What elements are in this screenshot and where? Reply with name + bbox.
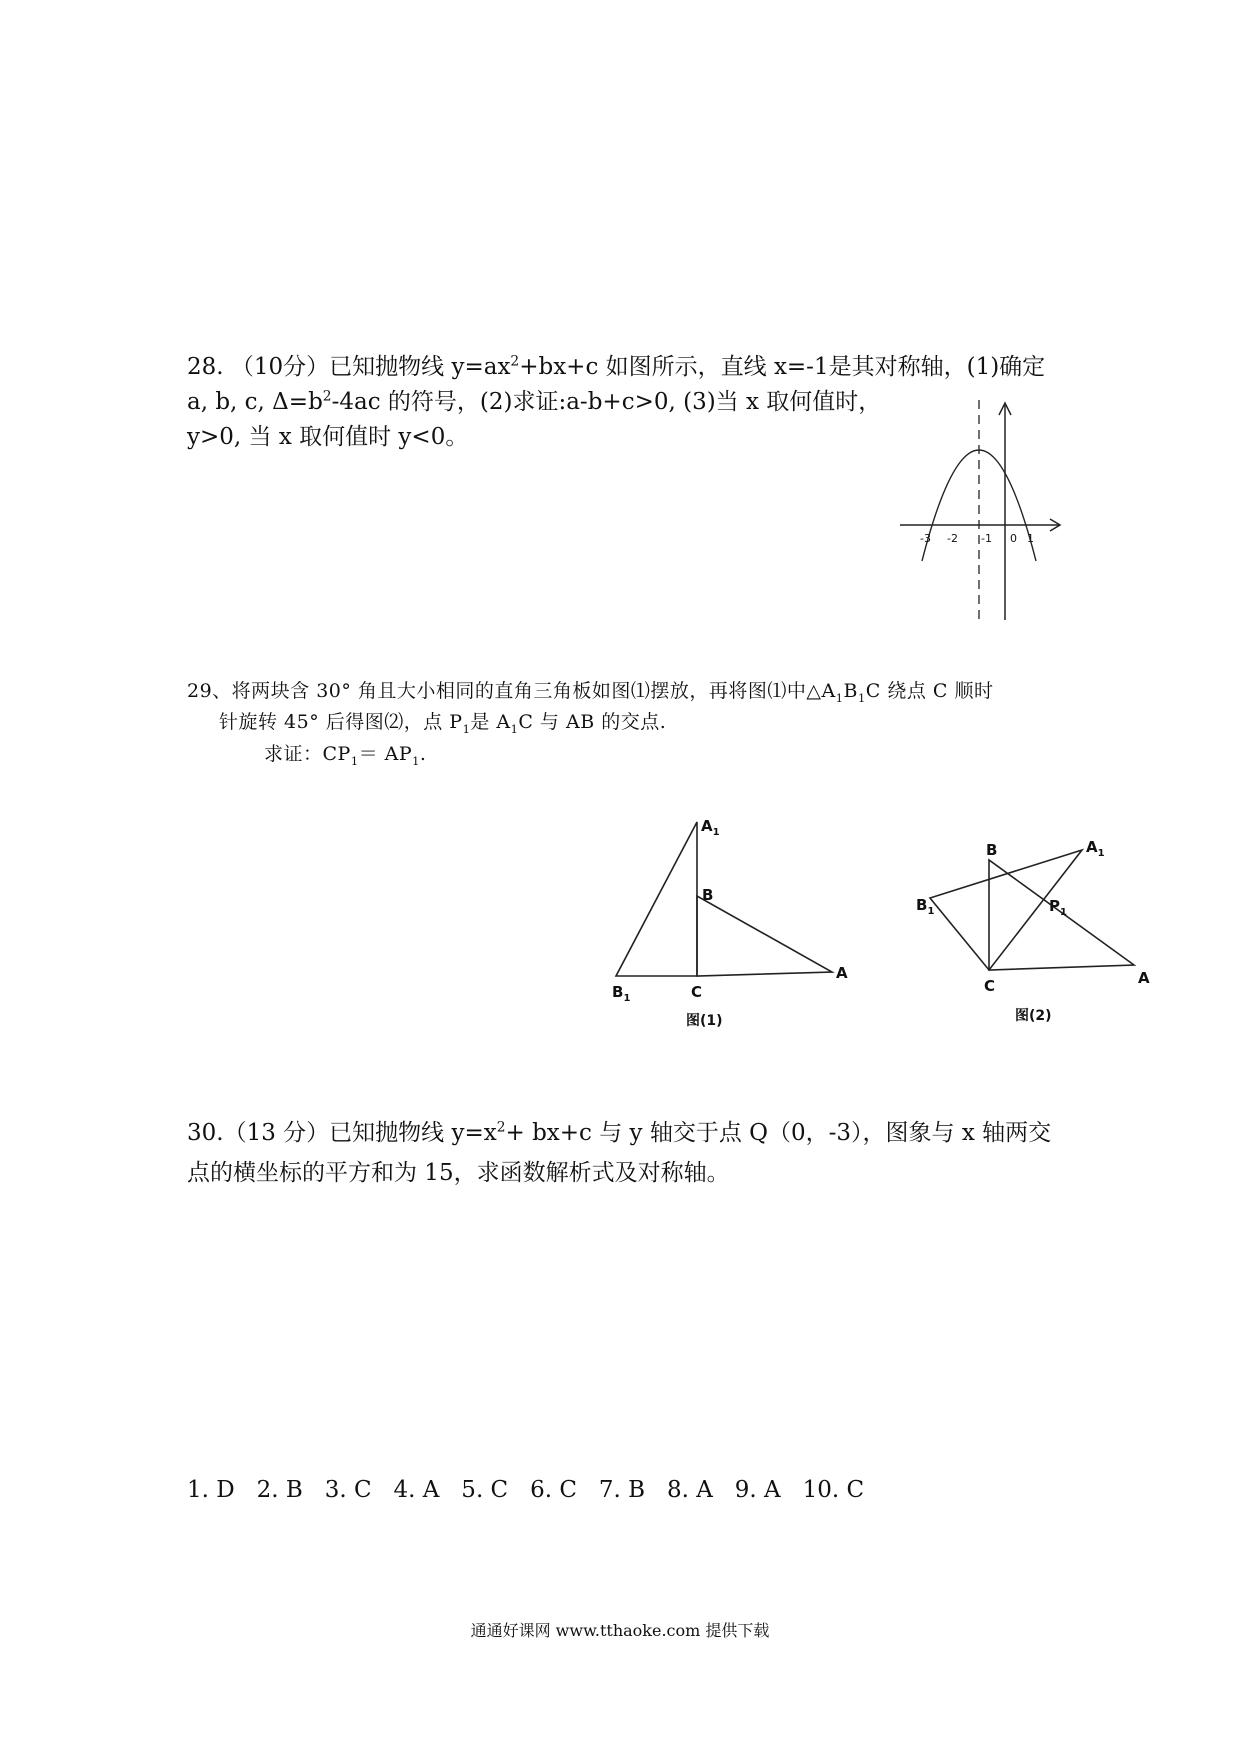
q29-text: B [843,680,858,702]
q30-text: 点的横坐标的平方和为 15，求函数解析式及对称轴。 [187,1160,730,1186]
page-footer: 通通好课网 www.tthaoke.com 提供下载 [470,1621,770,1640]
label-a: A [1138,969,1150,987]
q29-sub: 1 [350,753,359,768]
q29-sub: 1 [835,690,844,705]
label-a: A [836,964,848,982]
q29-line-2 [219,707,666,736]
q29-text: C 与 AB 的交点. [518,711,667,733]
label-a1-main: A [1086,838,1098,856]
label-a1 [701,817,720,838]
label-b: B [702,886,714,904]
tick-neg2: -2 [947,532,958,545]
q28-line-2 [187,383,881,416]
answer-key: 1. D 2. B 3. C 4. A 5. C 6. C 7. B 8. A 9. A 10. C [187,1477,865,1503]
label-c: C [691,983,703,1001]
q29-sub: 1 [412,753,420,768]
label-b1-sub: 1 [623,993,631,1004]
label-a1-sub: 1 [712,827,720,838]
q28-text: +bx+c 如图所示，直线 x=-1是其对称轴，(1)确定 [519,354,1046,380]
q29-text: ＝ AP [358,743,413,765]
q28-text: -4ac 的符号，(2)求证:a-b+c>0, (3)当 x 取何值时， [331,389,882,415]
q29-text: C 绕点 C 顺时 [865,680,994,702]
label-b1 [612,983,630,1004]
label-a1-sub: 1 [1097,848,1105,859]
q28-line-3 [187,418,468,451]
parabola-figure [900,385,1070,625]
q29-text: . [419,743,427,765]
label-b: B [986,841,998,859]
q30-sup: 2 [496,1119,506,1136]
label-a1-main: A [701,817,713,835]
label-c: C [984,977,996,995]
q29-sub: 1 [858,690,866,705]
q29-text: 针旋转 45° 后得图⑵，点 P [219,711,463,733]
triangle-a1-b1-c [616,822,697,976]
q29-sub: 1 [462,721,471,736]
q30-line-2 [187,1154,730,1187]
q28-text: a, b, c, Δ=b [187,389,323,415]
figure-2-caption: 图(2) [1015,1008,1052,1024]
tick-1: 1 [1027,532,1034,545]
q29-text: 是 A [470,711,511,733]
q28-text: y>0, 当 x 取何值时 y<0。 [187,424,469,450]
tick-neg1: -1 [981,532,992,545]
label-p1-main: P [1049,897,1060,915]
q29-line-3 [264,739,426,768]
label-p1-sub: 1 [1060,907,1067,918]
figure-1 [600,810,860,1040]
label-b1-sub: 1 [927,906,935,917]
q30-text: 30.（13 分）已知抛物线 y=x [187,1120,497,1146]
q28-sup: 2 [322,388,332,405]
label-b1-main: B [916,896,928,914]
q29-text: 求证：CP [264,743,351,765]
q30-text: + bx+c 与 y 轴交于点 Q（0，-3），图象与 x 轴两交 [505,1120,1052,1146]
figure-1-caption: 图(1) [686,1013,723,1029]
figure-2 [910,840,1170,1070]
triangle-b-c-a [697,896,832,976]
q29-text: 29、将两块含 30° 角且大小相同的直角三角板如图⑴摆放，再将图⑴中△A [187,680,836,702]
q28-sup: 2 [510,353,520,370]
label-a1 [1086,838,1105,859]
q30-line-1 [187,1114,1051,1147]
q29-line-1 [187,676,993,705]
q29-sub: 1 [510,721,519,736]
tick-0: 0 [1010,532,1017,545]
q28-text: 28. （10分）已知抛物线 y=ax [187,354,511,380]
q28-line-1 [187,348,1045,381]
label-b1-main: B [612,983,624,1001]
tick-neg3: -3 [920,532,931,545]
label-p1 [1049,897,1067,918]
